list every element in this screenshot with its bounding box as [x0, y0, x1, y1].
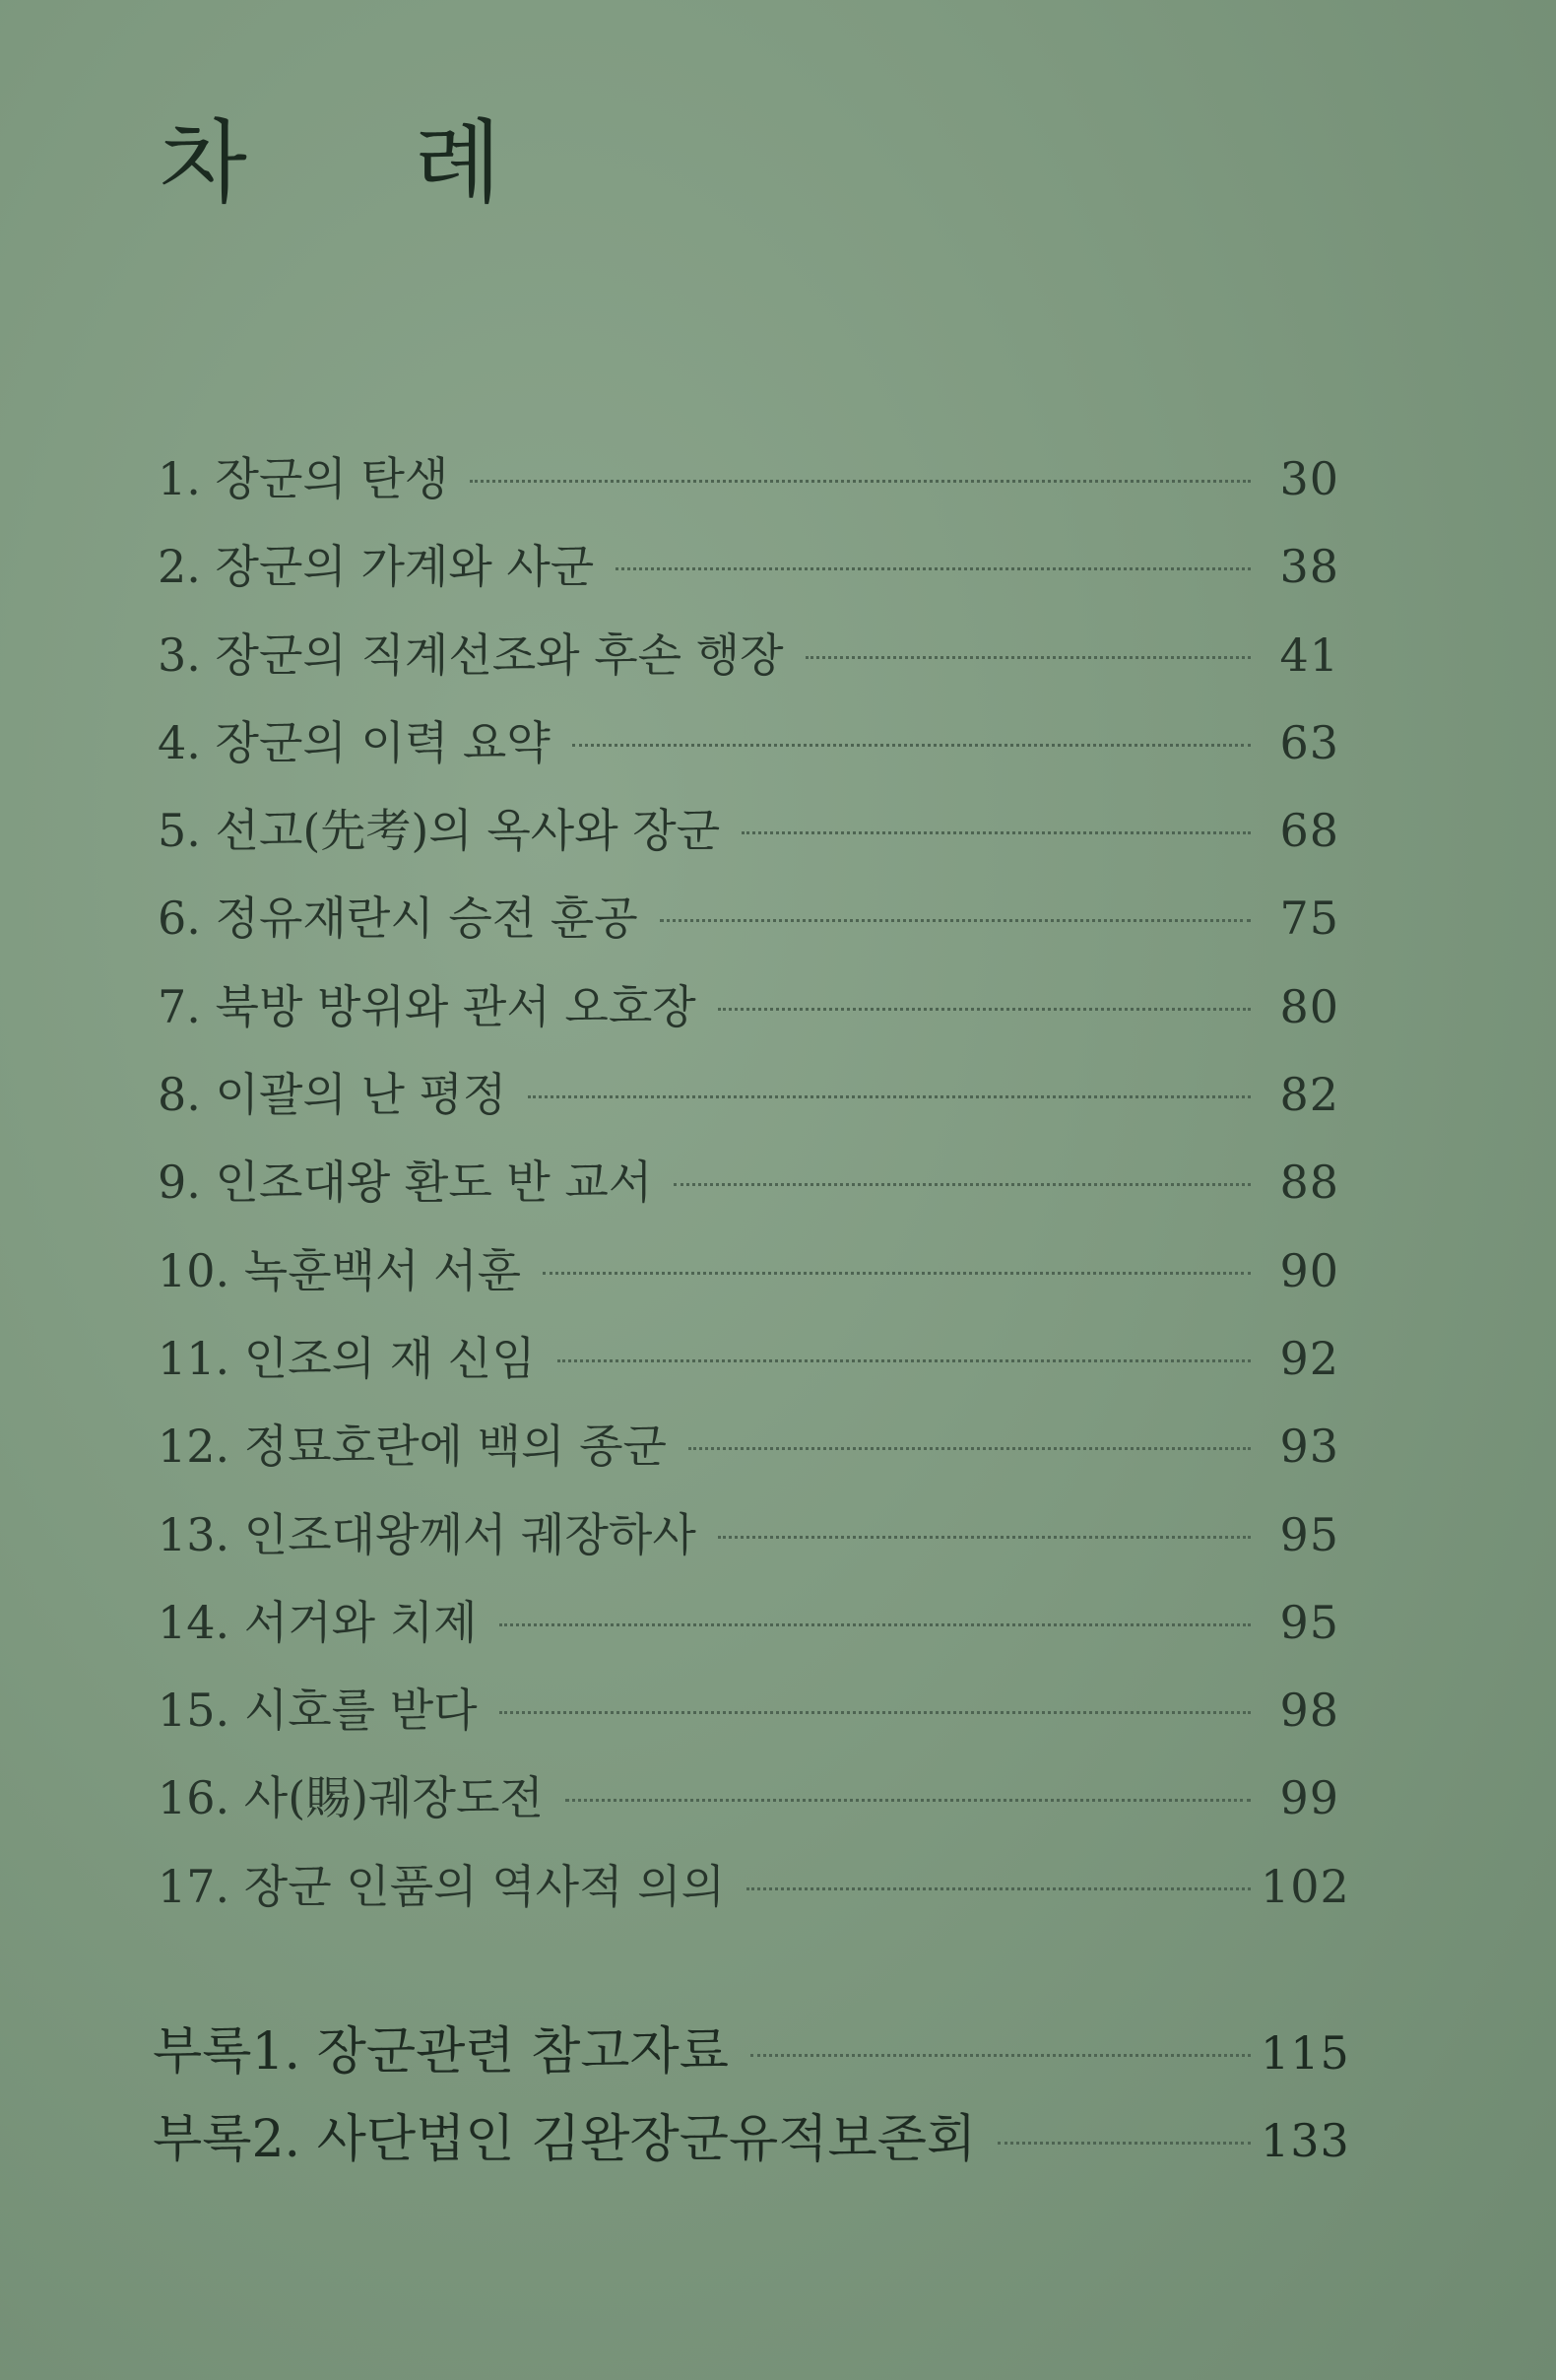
toc-entry: [158, 707, 1339, 795]
toc-entry: [158, 1675, 1339, 1762]
toc-entry: [158, 1323, 1339, 1411]
toc-entry-label: 12. 정묘호란에 백의 종군: [158, 1420, 667, 1474]
toc-entry-page: 41: [1279, 628, 1339, 682]
dot-leader: [674, 1183, 1251, 1186]
toc-entry-page: 80: [1279, 979, 1339, 1033]
appendix-entry-label: 부록1. 장군관련 참고자료: [153, 2022, 729, 2082]
toc-entry: [158, 795, 1339, 883]
dot-leader: [660, 919, 1251, 922]
toc-entry-label: 8. 이괄의 난 평정: [158, 1068, 507, 1122]
toc-entry-page: 30: [1279, 452, 1339, 505]
appendix-entry: [153, 2010, 1350, 2097]
appendix-entry: [153, 2097, 1350, 2185]
table-of-contents: [158, 443, 1350, 1939]
toc-entry-label: 2. 장군의 가계와 사군: [158, 540, 595, 594]
toc-entry-page: 88: [1279, 1156, 1339, 1210]
dot-leader: [746, 1887, 1251, 1890]
dot-leader: [718, 1536, 1251, 1539]
toc-entry-page: 102: [1261, 1859, 1350, 1913]
dot-leader: [998, 2142, 1251, 2145]
toc-entry-label: 17. 장군 인품의 역사적 의의: [158, 1859, 726, 1913]
dot-leader: [688, 1447, 1251, 1450]
toc-entry-label: 4. 장군의 이력 요약: [158, 715, 551, 769]
toc-entry: [158, 1851, 1350, 1939]
toc-entry-page: 99: [1279, 1771, 1339, 1825]
dot-leader: [616, 567, 1251, 570]
dot-leader: [470, 480, 1251, 483]
toc-entry: [158, 1762, 1339, 1850]
appendix-list: [153, 2010, 1350, 2186]
dot-leader: [718, 1008, 1251, 1011]
toc-entry: [158, 1147, 1339, 1234]
toc-entry-label: 6. 정유재란시 승전 훈공: [158, 892, 638, 946]
dot-leader: [499, 1711, 1251, 1714]
appendix-entry-page: 133: [1261, 2114, 1350, 2168]
page-title: 차 례: [160, 110, 570, 216]
toc-entry-page: 68: [1279, 804, 1339, 858]
toc-entry-page: 98: [1279, 1684, 1339, 1738]
dot-leader: [750, 2054, 1251, 2057]
toc-entry-label: 5. 선고(先考)의 옥사와 장군: [158, 804, 721, 858]
toc-entry-label: 15. 시호를 받다: [158, 1684, 478, 1738]
dot-leader: [543, 1272, 1251, 1275]
appendix-entry-page: 115: [1261, 2026, 1350, 2080]
toc-entry-label: 14. 서거와 치제: [158, 1595, 478, 1649]
toc-entry: [158, 883, 1339, 970]
toc-entry-page: 75: [1279, 892, 1339, 946]
toc-entry-label: 7. 북방 방위와 관서 오호장: [158, 979, 696, 1033]
toc-entry-label: 9. 인조대왕 환도 반 교서: [158, 1156, 653, 1210]
toc-entry-page: 90: [1279, 1243, 1339, 1297]
dot-leader: [572, 744, 1251, 747]
toc-entry: [158, 1587, 1339, 1675]
dot-leader: [528, 1095, 1251, 1098]
toc-entry-page: 63: [1279, 715, 1339, 769]
toc-entry-page: 38: [1279, 540, 1339, 594]
dot-leader: [565, 1799, 1251, 1802]
toc-entry: [158, 1411, 1339, 1498]
dot-leader: [742, 831, 1251, 834]
toc-entry: [158, 1059, 1339, 1147]
toc-entry-page: 92: [1279, 1331, 1339, 1385]
toc-entry-page: 95: [1279, 1507, 1339, 1561]
toc-entry-page: 82: [1279, 1068, 1339, 1122]
toc-entry: [158, 971, 1339, 1059]
dot-leader: [806, 656, 1251, 659]
toc-entry-page: 93: [1279, 1420, 1339, 1474]
toc-entry: [158, 1499, 1339, 1587]
toc-entry-label: 13. 인조대왕께서 궤장하사: [158, 1507, 696, 1561]
toc-entry-label: 16. 사(賜)궤장도전: [158, 1771, 544, 1825]
toc-entry-label: 3. 장군의 직계선조와 후손 행장: [158, 628, 784, 682]
appendix-entry-label: 부록2. 사단법인 김완장군유적보존회: [153, 2110, 977, 2170]
toc-entry: [158, 620, 1339, 707]
toc-entry-label: 10. 녹훈백서 서훈: [158, 1243, 522, 1297]
toc-entry-label: 11. 인조의 재 신임: [158, 1331, 536, 1385]
toc-entry: [158, 443, 1339, 531]
toc-entry: [158, 1235, 1339, 1323]
toc-entry-page: 95: [1279, 1595, 1339, 1649]
toc-entry: [158, 531, 1339, 619]
toc-entry-label: 1. 장군의 탄생: [158, 452, 449, 505]
dot-leader: [499, 1623, 1251, 1626]
dot-leader: [557, 1359, 1251, 1362]
